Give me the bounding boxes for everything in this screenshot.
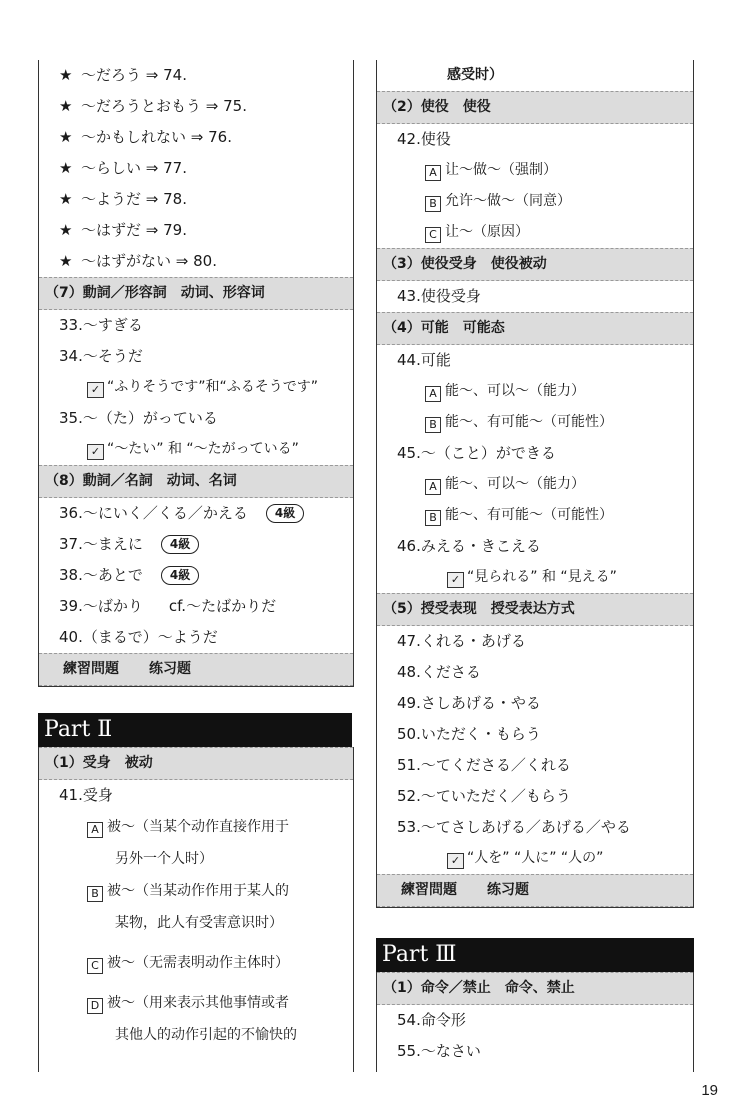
toc-item-35[interactable]: 35.～（た）がっている: [59, 409, 218, 427]
toc-note-34[interactable]: ✓ “ふりそうです”和“ふるそうです”: [39, 372, 353, 403]
level-badge: 4級: [161, 535, 199, 554]
toc-item-39[interactable]: 39.～ばかり cf.～たばかりだ: [59, 597, 277, 615]
toc-star-item[interactable]: ★ ～らしい ⇒ 77.: [39, 153, 353, 184]
toc-item-42[interactable]: 42.使役: [397, 130, 451, 148]
left-toc-box: [38, 60, 354, 687]
letter-box-b: B: [425, 417, 441, 433]
toc-item-54[interactable]: 54.命令形: [397, 1011, 466, 1029]
toc-note-35[interactable]: ✓ “～たい” 和 “～たがっている”: [39, 434, 353, 465]
toc-item-53[interactable]: 53.～てさしあげる／あげる／やる: [397, 818, 631, 836]
causative-sense-a[interactable]: A 让～做～（强制）: [377, 155, 693, 186]
part-2-box: [38, 747, 354, 1072]
check-icon: ✓: [87, 444, 104, 460]
section-header-verb-noun: （8）動詞／名詞 动词、名词: [39, 465, 353, 498]
toc-item-47[interactable]: 47.くれる・あげる: [397, 632, 526, 650]
ability-sense-a[interactable]: A 能～、可以～（能力）: [377, 469, 693, 500]
letter-box-a: A: [425, 479, 441, 495]
passive-sense-c[interactable]: C 被～（无需表明动作主体时）: [39, 943, 353, 983]
passive-sense-a-cont: 另外一个人时）: [115, 851, 213, 867]
section-header-giving-receiving: （5）授受表现 授受表达方式: [377, 593, 693, 626]
toc-note-53[interactable]: ✓ “人を” “人に” “人の”: [377, 843, 693, 874]
check-icon: ✓: [447, 572, 464, 588]
letter-box-c: C: [425, 227, 441, 243]
toc-star-item[interactable]: ★ ～はずがない ⇒ 80.: [39, 246, 353, 277]
section-header-passive: （1）受身 被动: [39, 747, 353, 780]
letter-box-b: B: [425, 196, 441, 212]
letter-box-a: A: [425, 165, 441, 181]
page-number: 19: [701, 1082, 718, 1099]
passive-sense-b-cont: 某物，此人有受害意识时）: [115, 915, 283, 931]
toc-item-50[interactable]: 50.いただく・もらう: [397, 725, 541, 743]
check-icon: ✓: [447, 853, 464, 869]
star-icon: ★: [59, 190, 73, 208]
letter-box-c: C: [87, 958, 103, 974]
causative-sense-b[interactable]: B 允许～做～（同意）: [377, 186, 693, 217]
causative-sense-c[interactable]: C 让～（原因）: [377, 217, 693, 248]
exercise-header[interactable]: 練習問題 练习题: [377, 874, 693, 907]
star-icon: ★: [59, 221, 73, 239]
section-header-verb-adjective: （7）動詞／形容詞 动词、形容词: [39, 277, 353, 310]
section-header-imperative: （1）命令／禁止 命令、禁止: [377, 972, 693, 1005]
toc-item-41[interactable]: 41.受身: [59, 786, 113, 804]
potential-sense-a[interactable]: A 能～、可以～（能力）: [377, 376, 693, 407]
toc-star-item[interactable]: ★ ～ようだ ⇒ 78.: [39, 184, 353, 215]
passive-sense-b[interactable]: B 被～（当某动作作用于某人的: [39, 875, 353, 907]
star-icon: ★: [59, 66, 73, 84]
toc-note-46[interactable]: ✓ “見られる” 和 “見える”: [377, 562, 693, 593]
check-icon: ✓: [87, 382, 104, 398]
star-icon: ★: [59, 128, 73, 146]
toc-item-40[interactable]: 40.（まるで）～ようだ: [59, 628, 218, 646]
toc-star-item[interactable]: ★ ～かもしれない ⇒ 76.: [39, 122, 353, 153]
toc-item-38[interactable]: 38.～あとで 4級: [39, 560, 353, 591]
star-icon: ★: [59, 159, 73, 177]
cf-reference: cf.～たばかりだ: [168, 597, 277, 615]
toc-item-51[interactable]: 51.～てくださる／くれる: [397, 756, 571, 774]
letter-box-b: B: [425, 510, 441, 526]
toc-item-48[interactable]: 48.くださる: [397, 663, 481, 681]
toc-item-52[interactable]: 52.～ていただく／もらう: [397, 787, 571, 805]
part-3-box: [376, 972, 694, 1072]
letter-box-a: A: [87, 822, 103, 838]
part-3-title-bar: Part Ⅲ: [376, 938, 694, 972]
level-badge: 4級: [161, 566, 199, 585]
level-badge: 4級: [266, 504, 304, 523]
passive-sense-d[interactable]: D 被～（用来表示其他事情或者: [39, 987, 353, 1019]
toc-item-44[interactable]: 44.可能: [397, 351, 451, 369]
letter-box-d: D: [87, 998, 103, 1014]
toc-item-49[interactable]: 49.さしあげる・やる: [397, 694, 541, 712]
toc-star-item[interactable]: ★ ～だろう ⇒ 74.: [39, 60, 353, 91]
exercise-header[interactable]: 練習問題 练习题: [39, 653, 353, 686]
potential-sense-b[interactable]: B 能～、有可能～（可能性）: [377, 407, 693, 438]
ability-sense-b[interactable]: B 能～、有可能～（可能性）: [377, 500, 693, 531]
toc-item-45[interactable]: 45.～（こと）ができる: [397, 444, 556, 462]
part-2-title-bar: Part Ⅱ: [38, 713, 352, 747]
right-toc-box: [376, 60, 694, 908]
toc-item-37[interactable]: 37.～まえに 4級: [39, 529, 353, 560]
letter-box-b: B: [87, 886, 103, 902]
toc-item-43[interactable]: 43.使役受身: [397, 287, 481, 305]
toc-star-item[interactable]: ★ ～はずだ ⇒ 79.: [39, 215, 353, 246]
passive-sense-a[interactable]: A 被～（当某个动作直接作用于: [39, 811, 353, 843]
toc-item-34[interactable]: 34.～そうだ: [59, 347, 143, 365]
star-icon: ★: [59, 97, 73, 115]
toc-item-33[interactable]: 33.～すぎる: [59, 316, 143, 334]
section-header-causative-passive: （3）使役受身 使役被动: [377, 248, 693, 281]
section-header-potential: （4）可能 可能态: [377, 312, 693, 345]
toc-star-item[interactable]: ★ ～だろうとおもう ⇒ 75.: [39, 91, 353, 122]
continued-line: 感受时）: [447, 67, 503, 83]
star-icon: ★: [59, 252, 73, 270]
toc-item-36[interactable]: 36.～にいく／くる／かえる 4級: [39, 498, 353, 529]
letter-box-a: A: [425, 386, 441, 402]
toc-item-55[interactable]: 55.～なさい: [397, 1042, 481, 1060]
section-header-causative: （2）使役 使役: [377, 91, 693, 124]
toc-item-46[interactable]: 46.みえる・きこえる: [397, 537, 541, 555]
passive-sense-d-cont: 其他人的动作引起的不愉快的: [115, 1027, 297, 1043]
